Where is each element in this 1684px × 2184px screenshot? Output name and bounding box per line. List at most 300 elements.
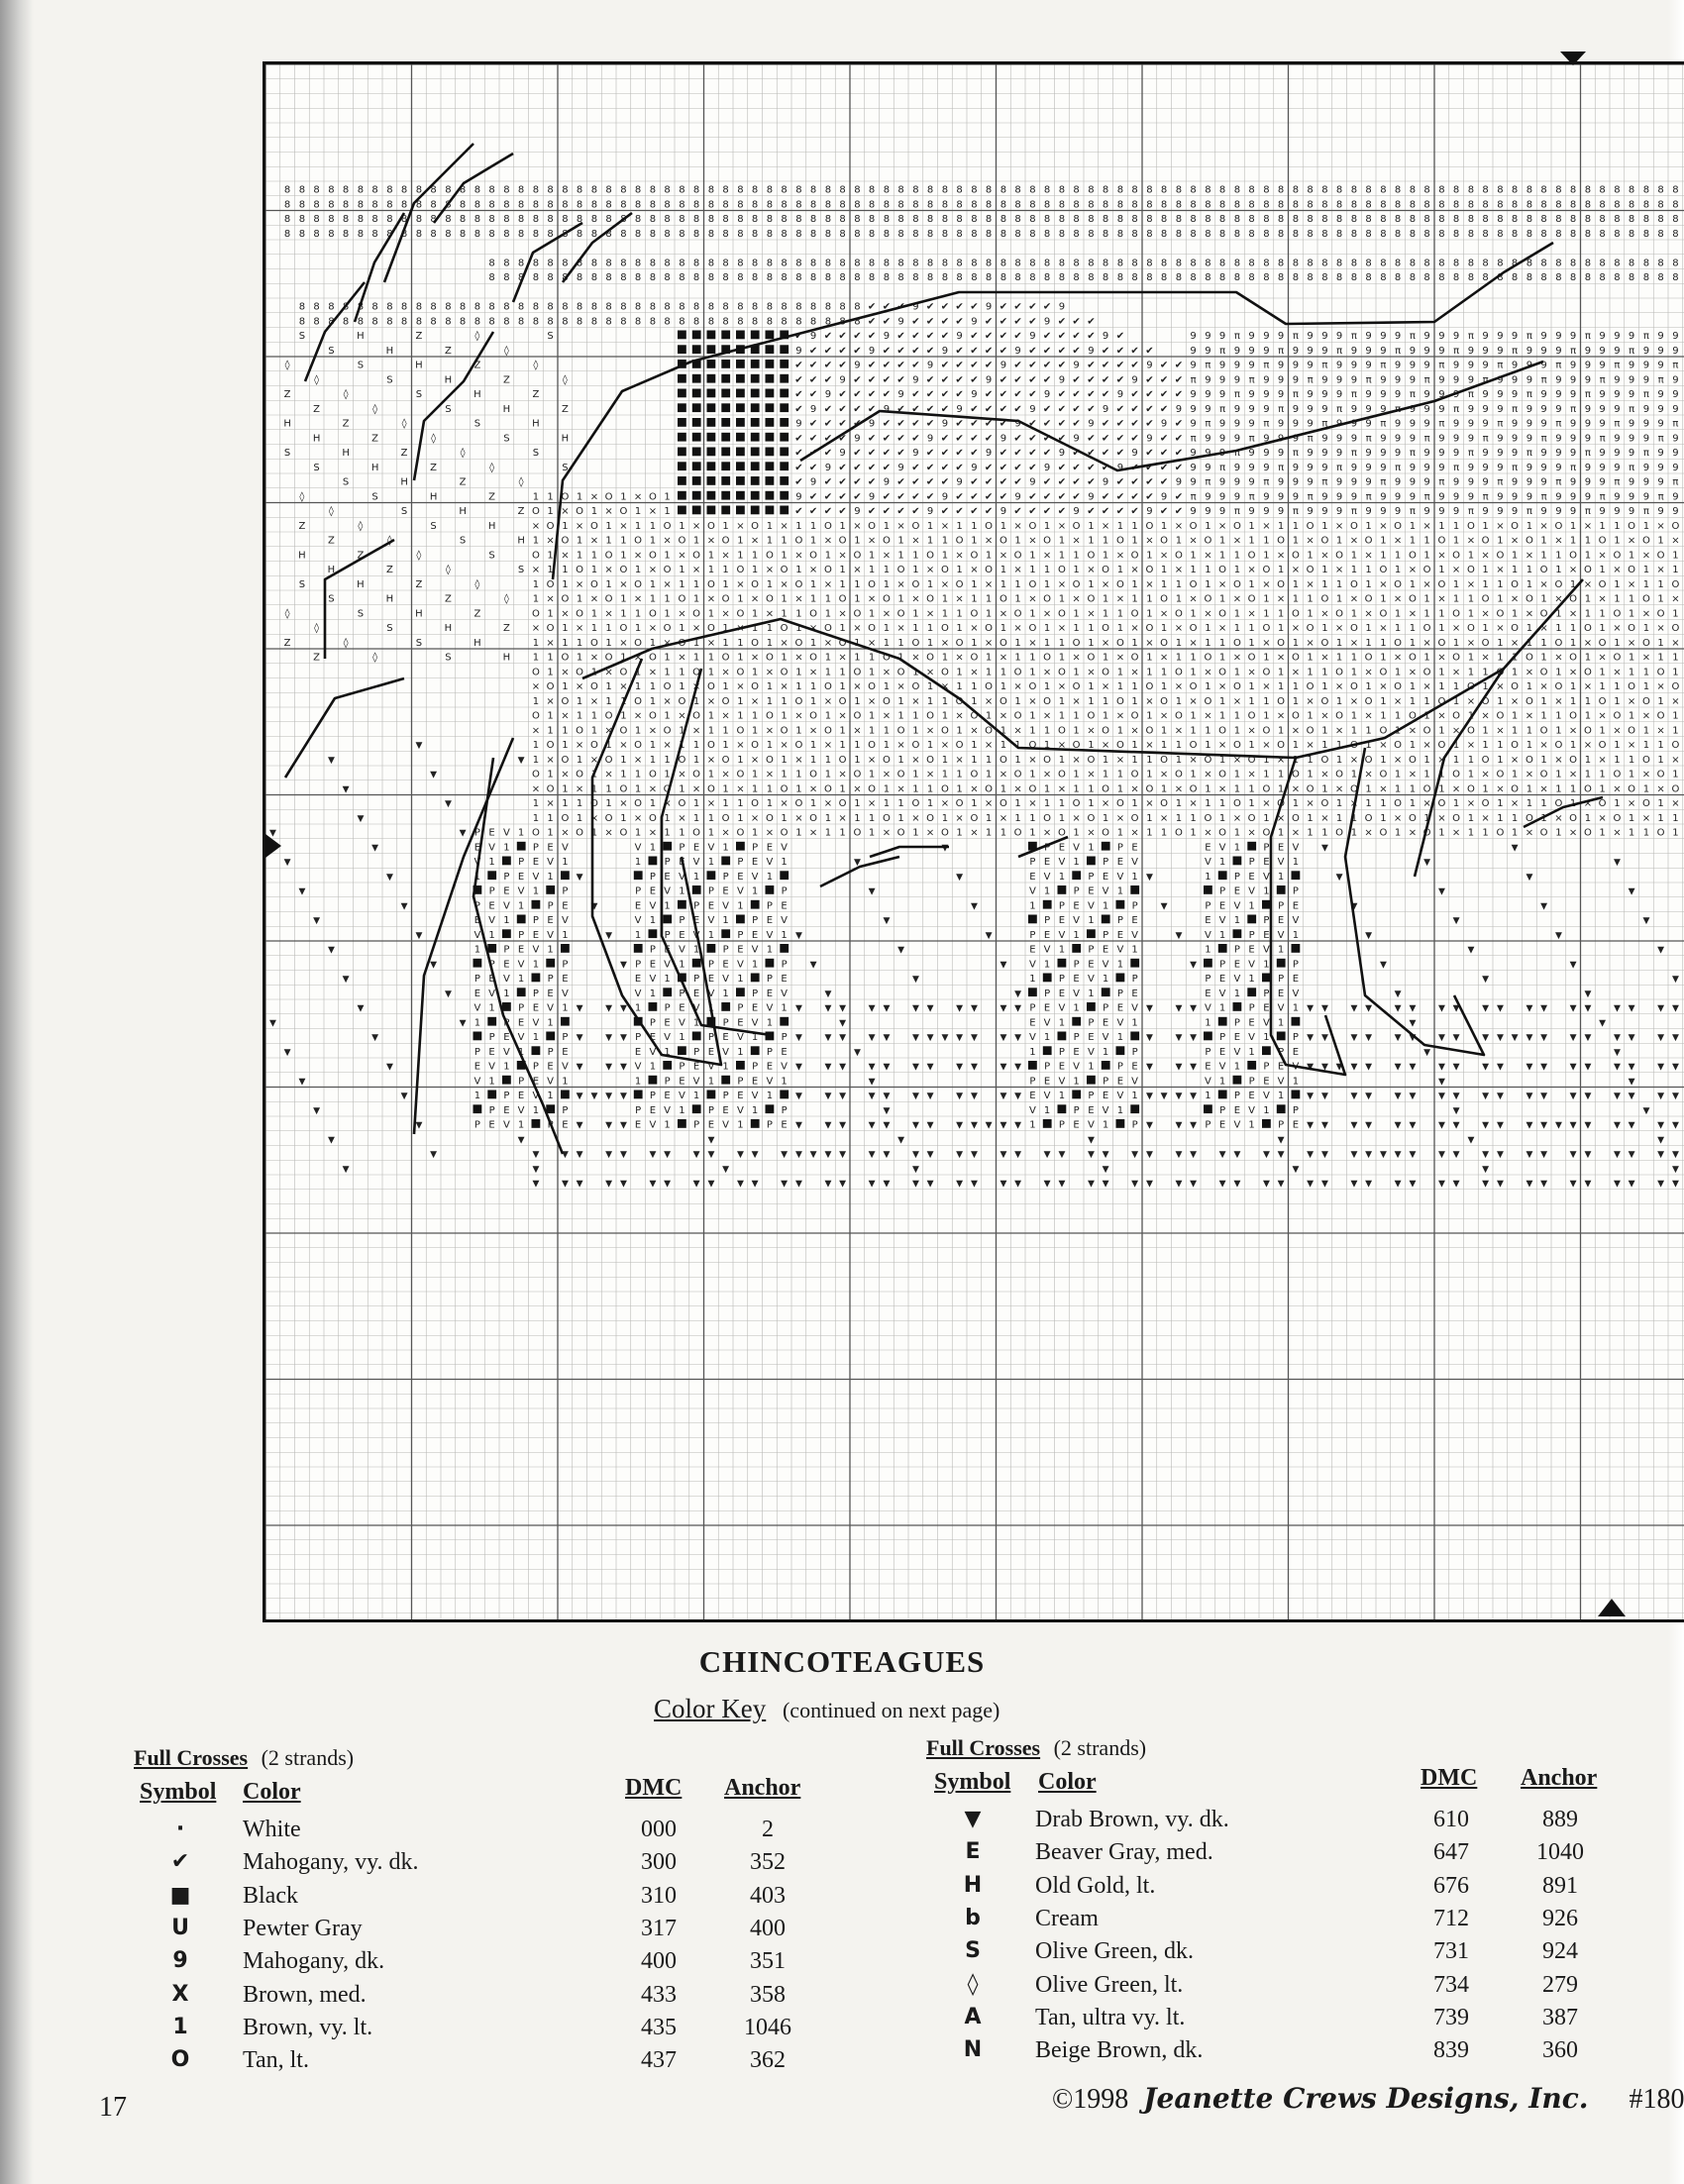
svg-text:V: V <box>488 915 495 926</box>
svg-text:O: O <box>532 828 540 839</box>
svg-text:8: 8 <box>1205 214 1210 225</box>
svg-text:▼: ▼ <box>1175 1063 1182 1073</box>
svg-text:8: 8 <box>445 214 451 225</box>
svg-text:E: E <box>635 1120 641 1131</box>
svg-text:8: 8 <box>767 199 773 210</box>
svg-text:×: × <box>1642 608 1650 619</box>
svg-text:9: 9 <box>1190 477 1196 488</box>
svg-text:×: × <box>1292 783 1300 794</box>
svg-text:E: E <box>533 930 539 941</box>
svg-text:▼: ▼ <box>1672 1150 1679 1160</box>
svg-text:×: × <box>604 506 612 517</box>
svg-text:9: 9 <box>1599 404 1605 415</box>
svg-text:8: 8 <box>1190 229 1196 240</box>
dmc-number: 712 <box>1412 1906 1491 1932</box>
svg-text:1: 1 <box>884 783 890 794</box>
svg-text:1: 1 <box>912 711 918 722</box>
svg-text:1: 1 <box>737 536 743 547</box>
svg-text:8: 8 <box>591 199 597 210</box>
svg-text:8: 8 <box>1014 214 1020 225</box>
svg-text:9: 9 <box>1468 374 1474 385</box>
svg-text:×: × <box>1130 667 1138 677</box>
svg-text:1: 1 <box>1482 740 1488 751</box>
svg-text:8: 8 <box>547 258 553 268</box>
svg-text:8: 8 <box>1073 185 1079 196</box>
svg-text:×: × <box>1671 755 1679 766</box>
svg-text:8: 8 <box>1512 258 1518 268</box>
svg-text:×: × <box>985 638 993 649</box>
svg-text:▼: ▼ <box>1395 989 1402 999</box>
svg-text:1: 1 <box>562 783 568 794</box>
svg-text:P: P <box>1103 1076 1108 1087</box>
svg-text:8: 8 <box>1614 185 1620 196</box>
svg-text:9: 9 <box>1657 404 1663 415</box>
svg-text:9: 9 <box>912 448 918 459</box>
svg-text:9: 9 <box>1395 448 1401 459</box>
svg-text:▼: ▼ <box>1526 1121 1532 1131</box>
color-header: Color <box>243 1779 301 1806</box>
svg-text:1: 1 <box>1365 740 1371 751</box>
svg-text:▼: ▼ <box>1321 1180 1328 1190</box>
svg-text:1: 1 <box>1526 740 1532 751</box>
svg-text:E: E <box>1278 988 1284 999</box>
svg-text:▼: ▼ <box>1190 1063 1197 1073</box>
svg-text:8: 8 <box>386 214 392 225</box>
svg-text:V: V <box>532 1017 539 1028</box>
center-marker-top <box>1560 52 1586 65</box>
svg-text:8: 8 <box>1468 272 1474 283</box>
svg-text:O: O <box>956 579 964 590</box>
svg-text:O: O <box>1043 813 1051 824</box>
svg-text:1: 1 <box>781 594 787 605</box>
svg-text:1: 1 <box>722 783 728 794</box>
svg-text:×: × <box>1320 711 1328 722</box>
svg-text:O: O <box>1204 755 1211 766</box>
svg-text:×: × <box>1116 813 1124 824</box>
svg-text:V: V <box>1058 1003 1065 1014</box>
svg-text:×: × <box>1320 550 1328 561</box>
svg-text:◊: ◊ <box>474 330 479 342</box>
svg-text:V: V <box>518 1032 525 1043</box>
svg-text:8: 8 <box>1482 199 1488 210</box>
svg-text:1: 1 <box>1205 725 1210 736</box>
svg-text:π: π <box>1555 361 1561 371</box>
svg-text:8: 8 <box>839 229 845 240</box>
svg-text:×: × <box>1437 550 1445 561</box>
svg-text:×: × <box>824 536 832 547</box>
svg-text:▼: ▼ <box>1175 1033 1182 1043</box>
svg-text:1: 1 <box>693 696 699 707</box>
svg-text:9: 9 <box>1059 374 1065 385</box>
svg-text:1: 1 <box>1599 770 1605 780</box>
svg-text:O: O <box>1584 565 1592 575</box>
svg-text:×: × <box>678 608 685 619</box>
svg-text:O: O <box>1511 579 1519 590</box>
svg-text:×: × <box>926 565 934 575</box>
svg-text:8: 8 <box>1321 214 1327 225</box>
svg-text:P: P <box>1249 930 1255 941</box>
svg-text:▼: ▼ <box>1672 1121 1679 1131</box>
svg-text:8: 8 <box>986 258 992 268</box>
svg-text:1: 1 <box>1146 608 1152 619</box>
svg-text:9: 9 <box>956 331 962 342</box>
svg-text:O: O <box>809 770 817 780</box>
svg-text:×: × <box>1262 521 1270 532</box>
svg-text:×: × <box>649 783 657 794</box>
svg-text:1: 1 <box>1599 565 1605 575</box>
svg-text:V: V <box>649 1120 656 1131</box>
svg-text:9: 9 <box>1293 477 1299 488</box>
svg-text:▼: ▼ <box>1614 1092 1621 1101</box>
svg-text:1: 1 <box>781 770 787 780</box>
svg-text:8: 8 <box>1161 229 1167 240</box>
svg-text:9: 9 <box>1468 491 1474 502</box>
svg-text:▼: ▼ <box>620 1033 627 1043</box>
svg-text:9: 9 <box>1321 463 1327 473</box>
svg-text:✔: ✔ <box>955 419 963 430</box>
svg-text:π: π <box>1234 448 1240 459</box>
svg-text:8: 8 <box>1248 272 1254 283</box>
svg-text:9: 9 <box>1453 477 1459 488</box>
svg-text:8: 8 <box>474 316 480 327</box>
svg-text:×: × <box>590 696 598 707</box>
svg-text:1: 1 <box>897 798 903 809</box>
svg-text:1: 1 <box>1599 783 1605 794</box>
svg-text:1: 1 <box>1657 653 1663 664</box>
svg-text:9: 9 <box>1380 346 1386 357</box>
svg-text:×: × <box>1511 536 1519 547</box>
svg-text:✔: ✔ <box>838 419 846 430</box>
svg-text:1: 1 <box>533 959 539 970</box>
svg-text:9: 9 <box>1570 361 1576 371</box>
color-key-row <box>926 1839 1620 1872</box>
svg-text:8: 8 <box>343 302 349 313</box>
anchor-number: 926 <box>1511 1906 1610 1932</box>
svg-text:O: O <box>707 521 715 532</box>
svg-text:✔: ✔ <box>1160 374 1168 385</box>
svg-text:1: 1 <box>1248 681 1254 692</box>
svg-text:9: 9 <box>1468 404 1474 415</box>
svg-text:8: 8 <box>1014 272 1020 283</box>
svg-text:O: O <box>883 696 891 707</box>
svg-text:O: O <box>897 565 905 575</box>
svg-text:◊: ◊ <box>416 549 421 561</box>
svg-text:8: 8 <box>547 214 553 225</box>
svg-text:8: 8 <box>1614 229 1620 240</box>
svg-text:O: O <box>794 638 802 649</box>
svg-text:▼: ▼ <box>883 1106 890 1116</box>
svg-text:9: 9 <box>1278 491 1284 502</box>
svg-text:×: × <box>1642 550 1650 561</box>
svg-text:8: 8 <box>1117 185 1123 196</box>
svg-text:O: O <box>1116 740 1124 751</box>
svg-text:V: V <box>503 828 510 839</box>
svg-text:E: E <box>1103 1017 1108 1028</box>
svg-text:1: 1 <box>708 653 714 664</box>
svg-text:1: 1 <box>1000 828 1006 839</box>
svg-text:O: O <box>1131 550 1139 561</box>
svg-text:P: P <box>665 1076 671 1087</box>
svg-text:P: P <box>503 945 509 956</box>
svg-text:π: π <box>1410 448 1416 459</box>
svg-text:P: P <box>1278 1047 1284 1058</box>
svg-text:π: π <box>1366 433 1372 444</box>
svg-text:1: 1 <box>1526 798 1532 809</box>
svg-text:O: O <box>664 521 672 532</box>
svg-text:▼: ▼ <box>1540 1063 1547 1073</box>
svg-text:8: 8 <box>1540 199 1546 210</box>
svg-text:8: 8 <box>1219 258 1225 268</box>
svg-text:1: 1 <box>1629 828 1634 839</box>
svg-text:8: 8 <box>1059 272 1065 283</box>
svg-text:E: E <box>752 930 758 941</box>
svg-text:9: 9 <box>1307 361 1313 371</box>
svg-text:O: O <box>1467 783 1475 794</box>
svg-text:▼: ▼ <box>971 1180 978 1190</box>
svg-text:8: 8 <box>1438 199 1444 210</box>
svg-text:E: E <box>1117 857 1123 868</box>
svg-text:O: O <box>897 770 905 780</box>
svg-text:×: × <box>751 536 759 547</box>
svg-text:8: 8 <box>533 229 539 240</box>
color-symbol: 9 <box>156 1948 205 1973</box>
svg-text:O: O <box>1628 521 1635 532</box>
svg-text:×: × <box>1409 667 1417 677</box>
svg-text:8: 8 <box>650 229 656 240</box>
svg-text:1: 1 <box>1117 828 1123 839</box>
svg-text:▼: ▼ <box>1657 1150 1664 1160</box>
svg-text:1: 1 <box>1307 813 1313 824</box>
svg-text:1: 1 <box>986 594 992 605</box>
svg-text:1: 1 <box>1410 798 1416 809</box>
svg-text:8: 8 <box>1482 258 1488 268</box>
svg-text:×: × <box>532 623 540 634</box>
svg-text:1: 1 <box>781 696 787 707</box>
svg-text:9: 9 <box>1614 331 1620 342</box>
svg-text:V: V <box>1278 857 1285 868</box>
svg-text:8: 8 <box>897 258 903 268</box>
svg-text:8: 8 <box>1176 185 1182 196</box>
svg-text:8: 8 <box>956 229 962 240</box>
svg-text:8: 8 <box>1555 185 1561 196</box>
svg-text:✔: ✔ <box>955 361 963 371</box>
svg-text:V: V <box>547 857 554 868</box>
svg-text:✔: ✔ <box>955 389 963 400</box>
svg-text:8: 8 <box>693 316 699 327</box>
svg-text:8: 8 <box>971 229 977 240</box>
svg-text:1: 1 <box>722 1062 728 1073</box>
svg-text:E: E <box>679 857 684 868</box>
svg-text:▼: ▼ <box>1438 1150 1445 1160</box>
svg-text:×: × <box>634 711 642 722</box>
svg-text:E: E <box>488 828 494 839</box>
svg-text:▼: ▼ <box>532 1150 539 1160</box>
svg-text:O: O <box>619 565 627 575</box>
svg-text:S: S <box>460 536 466 547</box>
svg-text:S: S <box>401 506 407 517</box>
svg-text:E: E <box>1248 945 1254 956</box>
svg-text:O: O <box>824 623 832 634</box>
svg-text:9: 9 <box>1526 463 1532 473</box>
svg-text:×: × <box>1364 550 1372 561</box>
svg-text:O: O <box>1642 755 1650 766</box>
svg-text:1: 1 <box>650 536 656 547</box>
svg-text:9: 9 <box>1540 389 1546 400</box>
svg-text:1: 1 <box>1497 638 1503 649</box>
svg-text:▼: ▼ <box>562 1180 569 1190</box>
svg-text:V: V <box>1088 900 1095 911</box>
svg-text:P: P <box>1205 900 1210 911</box>
svg-text:▼: ▼ <box>1395 1121 1402 1131</box>
svg-text:9: 9 <box>1336 433 1342 444</box>
svg-text:π: π <box>1541 433 1547 444</box>
svg-text:V: V <box>1044 945 1051 956</box>
svg-text:▼: ▼ <box>1014 1092 1021 1101</box>
svg-text:1: 1 <box>1234 725 1240 736</box>
svg-text:▼: ▼ <box>620 1004 627 1014</box>
cross-stitch-chart <box>263 61 1684 1622</box>
svg-text:▼: ▼ <box>1555 931 1562 941</box>
svg-text:9: 9 <box>810 331 816 342</box>
svg-text:×: × <box>707 638 715 649</box>
svg-text:8: 8 <box>474 302 480 313</box>
svg-text:9: 9 <box>1423 404 1429 415</box>
svg-text:✔: ✔ <box>794 463 802 473</box>
svg-text:P: P <box>1044 842 1050 853</box>
svg-text:E: E <box>650 1105 656 1116</box>
svg-text:9: 9 <box>1263 448 1269 459</box>
svg-text:▼: ▼ <box>1350 1092 1357 1101</box>
svg-text:1: 1 <box>1351 608 1357 619</box>
svg-text:1: 1 <box>1395 783 1401 794</box>
svg-text:▼: ▼ <box>1526 1033 1532 1043</box>
svg-text:◊: ◊ <box>299 490 304 502</box>
svg-text:O: O <box>1320 536 1328 547</box>
svg-text:×: × <box>1554 536 1562 547</box>
svg-text:▼: ▼ <box>1453 1150 1460 1160</box>
svg-text:9: 9 <box>1497 374 1503 385</box>
svg-text:π: π <box>1293 389 1299 400</box>
svg-text:P: P <box>1234 945 1240 956</box>
svg-text:×: × <box>853 521 861 532</box>
svg-text:1: 1 <box>781 550 787 561</box>
svg-text:O: O <box>1511 623 1519 634</box>
svg-text:8: 8 <box>722 199 728 210</box>
svg-text:✔: ✔ <box>794 404 802 415</box>
svg-text:1: 1 <box>605 579 611 590</box>
svg-text:V: V <box>1278 1003 1285 1014</box>
svg-text:✔: ✔ <box>868 404 876 415</box>
svg-text:1: 1 <box>927 536 933 547</box>
svg-text:O: O <box>1657 770 1665 780</box>
svg-text:9: 9 <box>884 331 890 342</box>
svg-text:1: 1 <box>1453 740 1459 751</box>
svg-text:▼: ▼ <box>1614 1180 1621 1190</box>
svg-text:8: 8 <box>810 272 816 283</box>
svg-text:1: 1 <box>1555 623 1561 634</box>
svg-text:✔: ✔ <box>853 331 861 342</box>
svg-text:8: 8 <box>679 214 684 225</box>
svg-text:1: 1 <box>1468 755 1474 766</box>
svg-text:V: V <box>664 1032 671 1043</box>
svg-text:9: 9 <box>1365 404 1371 415</box>
svg-text:V: V <box>503 1120 510 1131</box>
svg-text:O: O <box>1628 623 1635 634</box>
svg-text:×: × <box>1218 681 1226 692</box>
svg-text:9: 9 <box>1176 477 1182 488</box>
svg-text:O: O <box>1160 536 1168 547</box>
svg-text:1: 1 <box>503 988 509 999</box>
svg-text:1: 1 <box>1672 565 1678 575</box>
svg-text:1: 1 <box>1073 608 1079 619</box>
svg-text:×: × <box>985 798 993 809</box>
color-key-row <box>926 2005 1620 2037</box>
svg-text:O: O <box>956 740 964 751</box>
svg-text:Z: Z <box>401 448 408 459</box>
svg-text:▼: ▼ <box>1672 1033 1679 1043</box>
svg-text:1: 1 <box>635 565 641 575</box>
svg-text:1: 1 <box>562 579 568 590</box>
svg-text:✔: ✔ <box>794 374 802 385</box>
svg-text:1: 1 <box>986 828 992 839</box>
svg-text:O: O <box>1102 667 1109 677</box>
svg-text:Z: Z <box>503 623 510 634</box>
svg-text:1: 1 <box>1000 667 1006 677</box>
svg-text:8: 8 <box>445 302 451 313</box>
svg-text:1: 1 <box>1321 667 1327 677</box>
section-heading <box>926 1735 1620 1761</box>
svg-text:9: 9 <box>1643 477 1649 488</box>
svg-text:8: 8 <box>1336 258 1342 268</box>
svg-text:×: × <box>649 506 657 517</box>
svg-text:O: O <box>1307 783 1315 794</box>
svg-text:×: × <box>1116 653 1124 664</box>
svg-text:E: E <box>693 988 699 999</box>
svg-text:9: 9 <box>1672 389 1678 400</box>
svg-text:9: 9 <box>1293 463 1299 473</box>
svg-text:O: O <box>736 667 744 677</box>
svg-text:8: 8 <box>1497 214 1503 225</box>
svg-text:9: 9 <box>1423 463 1429 473</box>
svg-text:1: 1 <box>1014 579 1020 590</box>
svg-text:1: 1 <box>1293 521 1299 532</box>
svg-text:▼: ▼ <box>401 1092 408 1101</box>
svg-text:▼: ▼ <box>1642 916 1649 926</box>
svg-text:E: E <box>533 857 539 868</box>
svg-text:9: 9 <box>1234 361 1240 371</box>
svg-text:1: 1 <box>737 711 743 722</box>
svg-text:✔: ✔ <box>809 346 817 357</box>
svg-text:O: O <box>649 491 657 502</box>
svg-text:◊: ◊ <box>285 607 290 619</box>
svg-text:O: O <box>868 681 876 692</box>
svg-text:O: O <box>941 623 949 634</box>
svg-text:9: 9 <box>1380 463 1386 473</box>
color-name: Brown, med. <box>243 1982 367 2009</box>
svg-text:×: × <box>1598 711 1606 722</box>
svg-text:×: × <box>1145 638 1153 649</box>
svg-text:▼: ▼ <box>927 1092 934 1101</box>
svg-text:1: 1 <box>1176 536 1182 547</box>
svg-text:O: O <box>619 783 627 794</box>
svg-text:×: × <box>1160 550 1168 561</box>
svg-text:✔: ✔ <box>809 448 817 459</box>
svg-text:×: × <box>1452 667 1460 677</box>
color-key-row <box>926 1807 1620 1839</box>
svg-text:×: × <box>1013 783 1021 794</box>
svg-text:×: × <box>1409 725 1417 736</box>
svg-text:✔: ✔ <box>1043 374 1051 385</box>
